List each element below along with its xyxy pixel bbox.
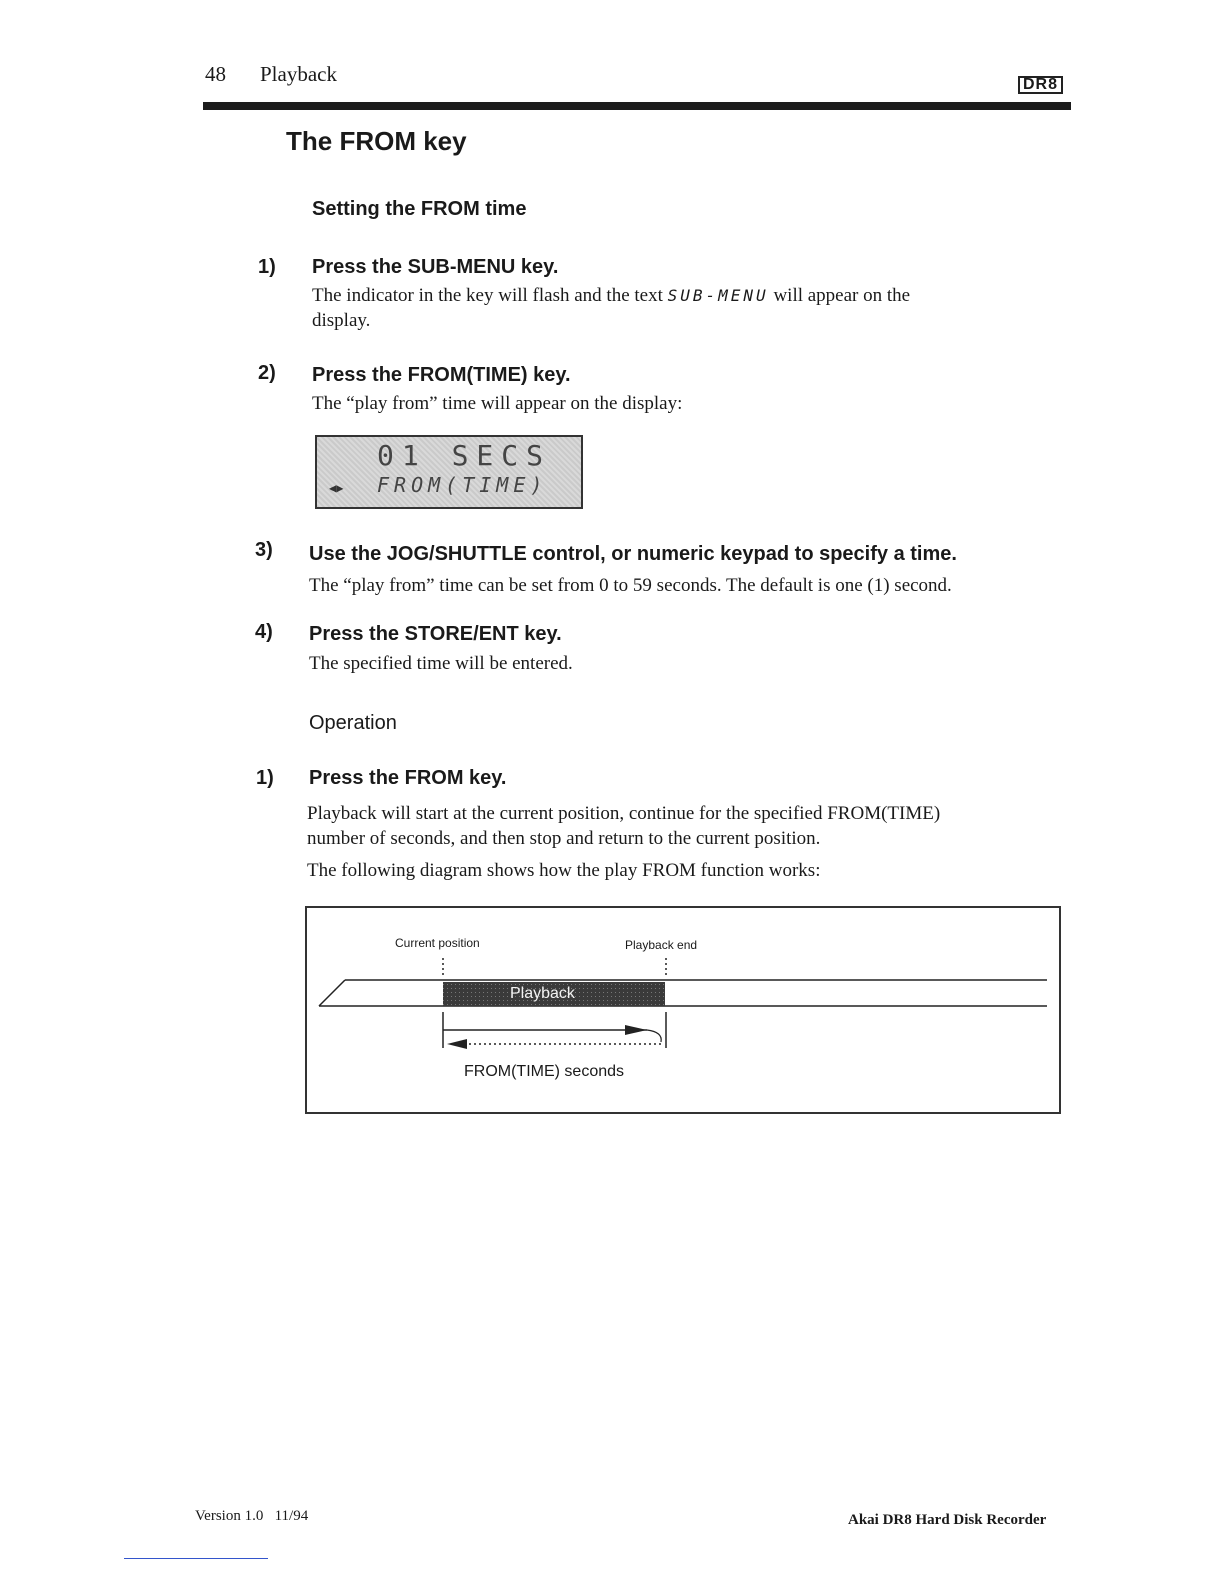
step-1-title: Press the SUB-MENU key. [312,256,559,278]
lcd-arrow-icon: ◀▶ [329,481,344,495]
operation-step-1-number: 1) [256,767,274,789]
duration-label: FROM(TIME) seconds [464,1063,625,1080]
page-number: 48 [205,62,226,86]
operation-text-line1: Playback will start at the current position, continue for the specified FROM(TIME) [307,803,941,824]
operation-text-line2: number of seconds, and then stop and return to the current position. [307,828,821,849]
step-2-text: The “play from” time will appear on the display: [312,393,683,414]
step-1-text-before: The indicator in the key will flash and the text [312,285,663,306]
footer-product: Akai DR8 Hard Disk Recorder [848,1512,1047,1528]
step-2-number: 2) [258,362,276,384]
return-arrowhead [447,1039,467,1049]
setting-heading: Setting the FROM time [312,198,527,220]
step-4-title: Press the STORE/ENT key. [309,623,562,645]
step-1-text-after: will appear on the [773,285,911,306]
step-4-number: 4) [255,621,273,643]
operation-step-1-title: Press the FROM key. [309,767,507,789]
page-title: The FROM key [286,126,467,156]
section-title: Playback [260,62,337,86]
timeline-start-edge [319,980,345,1006]
return-curve [647,1030,661,1042]
step-3-title: Use the JOG/SHUTTLE control, or numeric keypad to specify a time. [309,543,957,565]
sub-menu-display-text: SUB-MENU [667,286,769,305]
diagram-intro: The following diagram shows how the play FROM function works: [307,860,821,881]
playback-bar-label: Playback [510,985,575,1002]
lcd-line-2: FROM(TIME) [377,473,548,497]
dr8-logo: DR8 [1018,76,1063,94]
playback-end-label: Playback end [625,938,698,952]
step-1-number: 1) [258,256,276,278]
operation-heading: Operation [309,712,397,734]
playback-diagram [305,906,1061,1114]
step-3-text: The “play from” time can be set from 0 to 59 seconds. The default is one (1) second. [309,575,952,596]
footer-link-underline [124,1558,268,1559]
step-1-text [312,284,1052,308]
header-rule [203,102,1071,110]
lcd-line-1: 01 SECS [377,439,552,472]
step-3-number: 3) [255,539,273,561]
step-4-text: The specified time will be entered. [309,653,573,674]
forward-arrowhead [625,1025,647,1035]
lcd-display [315,435,583,509]
footer-version: Version 1.0 11/94 [195,1508,309,1524]
step-1-text-line2: display. [312,310,371,331]
current-position-label: Current position [395,936,480,950]
step-2-title: Press the FROM(TIME) key. [312,364,571,386]
